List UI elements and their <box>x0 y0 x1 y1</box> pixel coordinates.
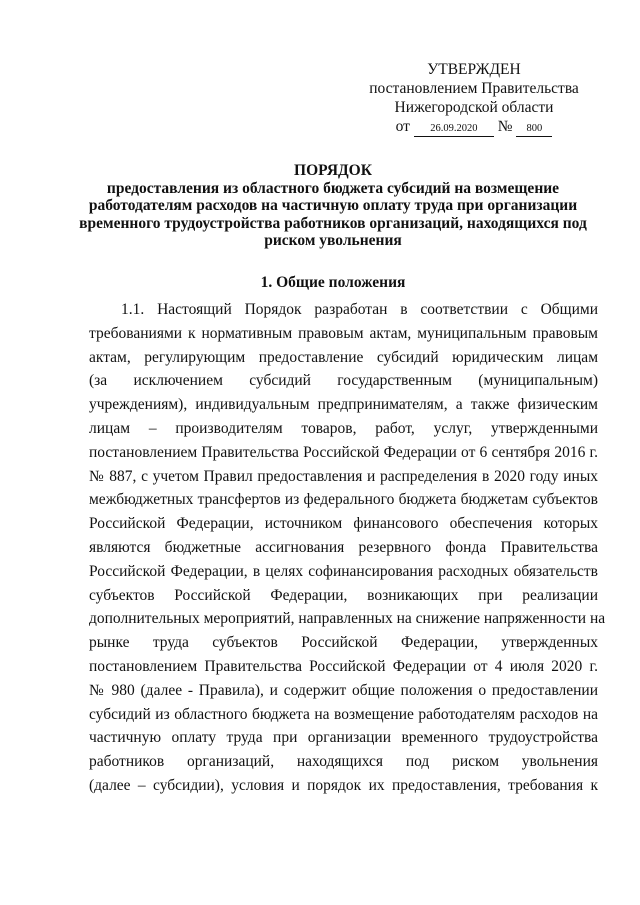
approval-date: 26.09.2020 <box>414 122 494 137</box>
paragraph-line: актам, регулирующим предоставление субсидий юридическим лицам <box>89 348 598 366</box>
paragraph-line: лицам – производителям товаров, работ, услуг, утвержденными <box>89 419 598 437</box>
paragraph-line: рынке труда субъектов Российской Федерации, утвержденных <box>89 634 598 652</box>
approval-line-1: постановлением Правительства <box>369 80 579 97</box>
approval-line-2: Нижегородской области <box>394 99 554 116</box>
paragraph-line: № 887, с учетом Правил предоставления и распределения в 2020 году иных <box>89 467 598 485</box>
approval-date-line <box>350 117 598 137</box>
paragraph-line: являются бюджетные ассигнования резервного фонда Правительства <box>89 538 598 556</box>
paragraph-line: постановлением Правительства Российской Федерации от 4 июля 2020 г. <box>89 657 598 675</box>
number-sign: № <box>497 118 513 135</box>
approval-number: 800 <box>516 122 552 137</box>
paragraph-line: межбюджетных трансфертов из федерального бюджета бюджетам субъектов <box>89 491 598 509</box>
paragraph-line: работников организаций, находящихся под риском увольнения <box>89 753 598 771</box>
paragraph-line: 1.1. Настоящий Порядок разработан в соответствии с Общими <box>121 301 598 318</box>
paragraph-line: Российской Федерации, источником финансового обеспечения которых <box>89 515 598 533</box>
paragraph-line: частичную оплату труда при организации временного трудоустройства <box>89 729 598 747</box>
document-heading: ПОРЯДОК <box>294 162 372 179</box>
paragraph-line: субъектов Российской Федерации, возникающих при реализации <box>89 586 598 604</box>
paragraph-line: № 980 (далее - Правила), и содержит общие положения о предоставлении <box>89 681 598 699</box>
body-paragraph <box>89 298 606 798</box>
document-subtitle-line: предоставления из областного бюджета субсидий на возмещение <box>106 179 560 197</box>
paragraph-line: (далее – субсидии), условия и порядок их предоставления, требования к <box>89 776 598 794</box>
paragraph-line: учреждениям), индивидуальным предпринимателям, а также физическим <box>89 396 598 414</box>
document-subtitle-line: работодателям расходов на частичную оплату труда при организации <box>88 197 578 214</box>
paragraph-line: дополнительных мероприятий, направленных на снижение напряженности на <box>89 610 606 628</box>
approval-stamp <box>350 60 598 137</box>
paragraph-line: требованиями к нормативным правовым актам, муниципальным правовым <box>89 324 598 342</box>
section-title: 1. Общие положения <box>260 274 406 291</box>
document-title-block <box>70 162 596 250</box>
paragraph-line: постановлением Правительства Российской Федерации от 6 сентября 2016 г. <box>89 443 598 461</box>
paragraph-line: Российской Федерации, в целях софинансирования расходных обязательств <box>89 562 598 580</box>
document-subtitle-line: временного трудоустройства работников организаций, находящихся под <box>79 214 587 232</box>
date-prefix: от <box>395 118 410 135</box>
paragraph-line: (за исключением субсидий государственным (муниципальным) <box>89 372 598 390</box>
document-subtitle-line: риском увольнения <box>264 232 402 249</box>
approval-word: УТВЕРЖДЕН <box>427 61 521 78</box>
paragraph-line: субсидий из областного бюджета на возмещение работодателям расходов на <box>89 705 598 723</box>
